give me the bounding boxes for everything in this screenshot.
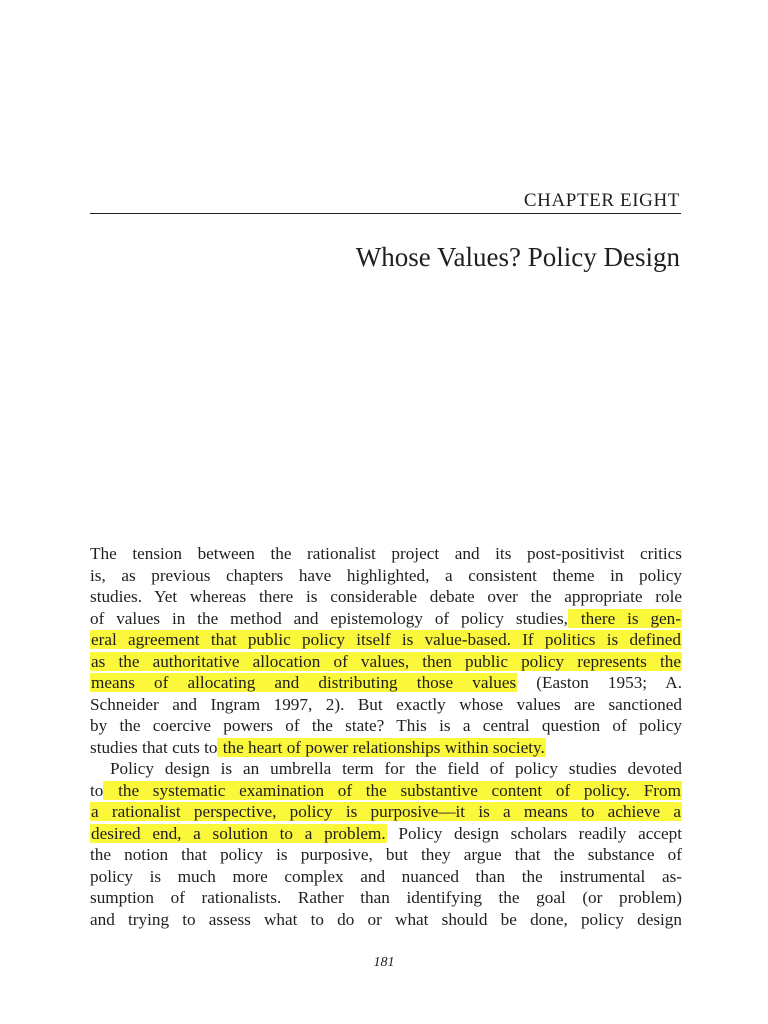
page-number: 181 (373, 955, 395, 970)
highlighted-text: a rationalist perspective, policy is purposive—it is a means to achieve a (91, 802, 681, 821)
text-line: the notion that policy is purposive, but they argue that the substance of (90, 845, 682, 864)
text-line: studies that cuts to the heart of power relationships within society. (90, 737, 545, 757)
text-line: means of allocating and distributing those values (Easton 1953; A. (91, 673, 682, 692)
highlighted-text: desired end, a solution to a problem. (91, 823, 386, 843)
text-line: is, as previous chapters have highlighted, a consistent theme in policy (90, 565, 682, 585)
text-line (90, 651, 682, 673)
text-line: policy is much more complex and nuanced than the instrumental as- (90, 866, 682, 886)
highlighted-text: the systematic examination of the substantive content of policy. From (104, 780, 681, 800)
chapter-rule (90, 213, 681, 214)
text-line: and trying to assess what to do or what should be done, policy design (90, 909, 682, 929)
text-line: by the coercive powers of the state? This is a central question of policy (90, 716, 682, 735)
text-line: Schneider and Ingram 1997, 2). But exactly whose values are sanctioned (90, 694, 682, 714)
highlighted-text: there is gen- (568, 608, 681, 628)
chapter-label: CHAPTER EIGHT (523, 190, 680, 211)
text-line (90, 801, 682, 823)
text-line: Policy design is an umbrella term for the field of policy studies devoted (110, 759, 682, 778)
text-line: sumption of rationalists. Rather than identifying the goal (or problem) (90, 888, 682, 907)
text-line: studies. Yet whereas there is considerable debate over the appropriate role (90, 587, 682, 606)
text-line: of values in the method and epistemology of policy studies, there is gen- (90, 608, 681, 628)
highlighted-text: the heart of power relationships within society. (218, 737, 545, 757)
text-line: to the systematic examination of the substantive content of policy. From (90, 780, 681, 800)
highlighted-text: means of allocating and distributing those values (91, 673, 517, 692)
highlighted-text: as the authoritative allocation of values, then public policy represents the (91, 651, 681, 671)
text-line: The tension between the rationalist project and its post-positivist critics (90, 544, 682, 563)
body-text (90, 543, 682, 930)
chapter-title: Whose Values? Policy Design (355, 242, 680, 272)
highlighted-text: eral agreement that public policy itself is value-based. If politics is defined (91, 630, 681, 649)
text-line: desired end, a solution to a problem. Policy design scholars readily accept (91, 823, 682, 843)
text-line (90, 629, 682, 651)
